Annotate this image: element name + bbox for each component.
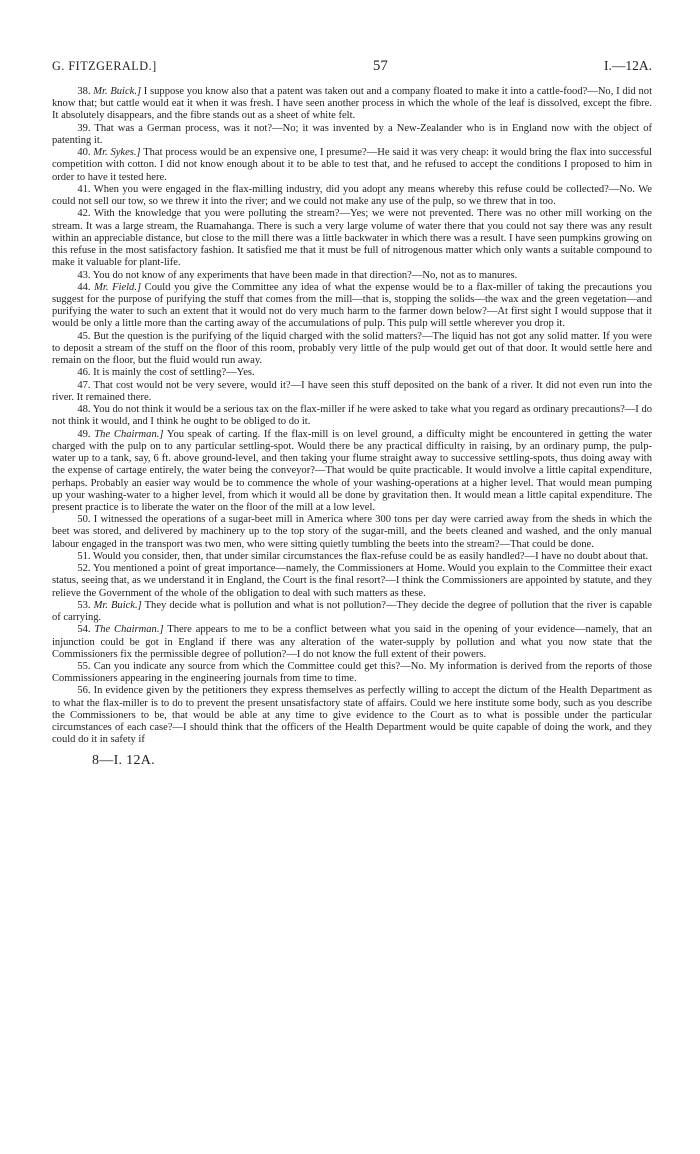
question-number: 45. xyxy=(77,330,94,342)
question-number: 44. xyxy=(77,281,95,293)
question-number: 52. xyxy=(77,563,93,575)
paragraph-text: You do not know of any experiments that have been made in that direction?—No, not as to manures. xyxy=(92,269,518,281)
page-header xyxy=(52,58,652,75)
paragraph-text: But the question is the purifying of the liquid charged with the solid matters?—The liquid has not got any solid matter. If you were to deposit a stream of the stuff on the floor of this room, probably very little of the pulp would get out of that door. It would settle here and remain on the floor, but the fluid would run away. xyxy=(52,330,652,367)
paragraph-text: That cost would not be very severe, would it?—I have seen this stuff deposited on the bank of a river. It did not even run into the river. It remained there. xyxy=(52,379,652,403)
question-number: 48. xyxy=(77,404,93,416)
paragraph-text: I witnessed the operations of a sugar-beet mill in America where 300 tons per day were carried away from the sheds in which the beet was stored, and delivered by machinery up to the top story of the sugar-mill, and the beets cleaned and washed, and the only manual labour engaged in the transport was two men, who were sitting quietly tumbling the beets into the stream?—That could be done. xyxy=(52,514,652,550)
question-number: 53. xyxy=(77,599,94,611)
evidence-paragraph xyxy=(52,367,652,379)
question-number: 46. xyxy=(77,367,94,379)
witness-name: G. FITZGERALD.] xyxy=(52,59,157,73)
paragraph-text: In evidence given by the petitioners they express themselves as perfectly willing to accept the dictum of the Health Department as to what the flax-miller is to do to prevent the present unsatisfactory state of affairs. Could we here institute some body, such as you describe the Commissioners to be, that would be able at any time to give evidence to the Court as to what is possible under the particular circumstances of each case?—I should think that the officers of the Health Department would be quite capable of doing the work, and they could do it in safety if xyxy=(52,685,653,746)
evidence-paragraph xyxy=(52,600,652,624)
question-number: 38. xyxy=(77,86,94,97)
evidence-paragraph xyxy=(52,208,652,269)
evidence-paragraph xyxy=(52,86,652,123)
paragraph-text: You do not think it would be a serious tax on the flax-miller if he were asked to take what you regard as ordinary precautions?—I do not think it would, and I think he ought to be obliged to do it. xyxy=(52,404,652,428)
paragraph-text: I suppose you know also that a patent was taken out and a company floated to make it into a cattle-food?—No, I did not know that; but cattle would eat it when it was fresh. I have seen another process in which the whole of the leaf is dissolved, except the fibre. It absolutely disappears, and the fibre stands out as a sheet of white felt. xyxy=(52,86,652,122)
question-number: 40. xyxy=(77,147,94,159)
evidence-paragraph xyxy=(52,429,652,515)
evidence-paragraph xyxy=(52,685,652,746)
speaker-name: Mr. Sykes.] xyxy=(93,147,141,159)
paragraph-text: Would you consider, then, that under similar circumstances the flax-refuse could be as easily handled?—I have no doubt about that. xyxy=(92,550,649,562)
question-number: 41. xyxy=(77,183,94,195)
question-number: 42. xyxy=(77,208,95,220)
evidence-paragraph xyxy=(52,624,652,661)
evidence-text xyxy=(52,86,652,747)
question-number: 43. xyxy=(77,269,93,281)
evidence-paragraph xyxy=(52,123,652,147)
paragraph-text: That process would be an expensive one, I presume?—He said it was very cheap: it would bring the flax into successful competition with cotton. I did not know enough about it to be able to test that, and he refused to accept the conditions I proposed to him in order to have it tested here. xyxy=(52,147,652,183)
paragraph-text: Can you indicate any source from which the Committee could get this?—No. My information is derived from the reports of those Commissioners appearing in the engineering journals from time to time. xyxy=(52,661,652,685)
evidence-paragraph xyxy=(52,270,652,282)
evidence-paragraph xyxy=(52,282,652,331)
paragraph-text: You mentioned a point of great importance—namely, the Commissioners at Home. Would you explain to the Committee their exact status, seeing that, as we understand it in England, the Court is the final resort?—I think the Commissioners are appointed by statute, and they relieve the Government of the whole of the obligation to deal with such matters as these. xyxy=(52,563,652,599)
speaker-name: Mr. Buick.] xyxy=(93,86,142,97)
evidence-paragraph xyxy=(52,380,652,404)
question-number: 50. xyxy=(77,514,94,526)
question-number: 56. xyxy=(77,685,94,697)
speaker-name: The Chairman.] xyxy=(94,428,164,440)
speaker-name: Mr. Buick.] xyxy=(93,599,142,611)
question-number: 39. xyxy=(77,122,95,134)
paragraph-text: They decide what is pollution and what is not pollution?—They decide the degree of pollution that the river is capable of carrying. xyxy=(52,599,652,624)
question-number: 55. xyxy=(77,661,94,673)
evidence-paragraph xyxy=(52,551,652,563)
evidence-paragraph xyxy=(52,404,652,428)
paragraph-text: You speak of carting. If the flax-mill is on level ground, a difficulty might be encountered in getting the water charged with the pulp on to any particular settling-spot. Would there be any practical difficulty in raising, by an ordinary pump, the pulp-water up to a tank, say, 6 ft. above ground-level, and then taking your flume straight away to successive settling-spots, thus doing away with the expense of cartage entirely, the water being the conveyor?—That would be quite practicable. It would involve a little capital expenditure, perhaps. Probably an easier way would be to commence the whole of your washing-operations at a higher level. That would mean pumping up your washing-water to a higher level, from which it would all be done by gravitation then. It would mean a little capital expenditure. The present practice is to liberate the water on the floor of the mill at a low level. xyxy=(52,428,653,513)
speaker-name: Mr. Field.] xyxy=(94,281,142,293)
printer-signature: 8—I. 12A. xyxy=(92,752,155,768)
question-number: 49. xyxy=(77,428,95,440)
paragraph-text: With the knowledge that you were polluting the stream?—Yes; we were not prevented. There was no other mill working on the stream. It was a large stream, the Ruamahanga. There is such a very large volume of water there that you could not say there was any result within an appreciable distance, but close to the mill there was a little backwater in which there was a result. I have seen pumpkins growing on this refuse in the most satisfactory fashion. It satisfied me that it must be full of nitrogenous matter which only wants a suitable compound to make it valuable for plant-life. xyxy=(52,208,652,269)
evidence-paragraph xyxy=(52,563,652,600)
speaker-name: The Chairman.] xyxy=(94,624,164,636)
question-number: 54. xyxy=(77,624,95,636)
paragraph-text: There appears to me to be a conflict between what you said in the opening of your evidence—namely, that an injunction could be got in England if there was any alteration of the water-supply by pollution and what you now state that the Commissioners fix the permissible degree of pollution?—I do not know the full extent of their powers. xyxy=(52,624,652,660)
evidence-paragraph xyxy=(52,147,652,184)
page-number: 57 xyxy=(372,58,388,74)
evidence-paragraph xyxy=(52,331,652,368)
evidence-paragraph xyxy=(52,514,652,551)
evidence-paragraph xyxy=(52,661,652,685)
paragraph-text: When you were engaged in the flax-milling industry, did you adopt any means whereby this refuse could be collected?—No. We could not sell our tow, so we threw it into the river; and we could not make any use of the pulp, so we threw that in too. xyxy=(52,183,652,208)
question-number: 47. xyxy=(77,379,94,391)
paragraph-text: That was a German process, was it not?—No; it was invented by a New-Zealander who is in England now with the object of patenting it. xyxy=(52,122,652,146)
evidence-paragraph xyxy=(52,184,652,208)
question-number: 51. xyxy=(77,550,93,562)
paragraph-text: It is mainly the cost of settling?—Yes. xyxy=(93,367,255,379)
paragraph-text: Could you give the Committee any idea of what the expense would be to a flax-miller of taking the precautions you suggest for the purpose of purifying the stuff that comes from the mill—that is, stopping the solids—the wax and the green vegetation—and purifying the water to such an extent that it would not do very much harm to the farmer down below?—At first sight I would suppose that it would be only a little more than the carting away of the accumulations of pulp. This pulp will settle wherever you drop it. xyxy=(52,281,652,330)
paper-reference: I.—12A. xyxy=(604,58,652,73)
